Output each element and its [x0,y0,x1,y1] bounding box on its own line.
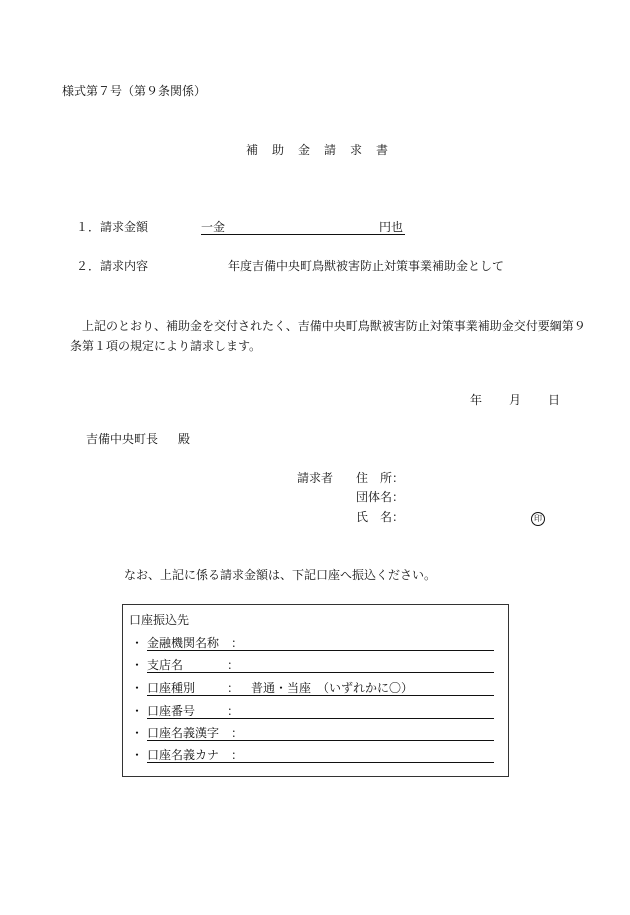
requester-address-label: 住 所： [356,471,405,485]
date-day: 日 [548,393,561,407]
bank-row-colon: ： [227,658,240,672]
addressee-name: 吉備中央町長 [86,432,159,446]
bullet: ・ [131,726,144,740]
addressee-honorific: 殿 [178,432,191,446]
amount-field [201,220,405,235]
bullet: ・ [131,681,144,695]
bank-row-colon: ： [227,704,240,718]
bank-row-line [147,681,494,696]
bank-row-colon: ： [227,681,240,695]
bank-row-label: 口座名義カナ [147,748,220,762]
amount-suffix: 円也 [378,220,403,234]
addressee [86,432,190,446]
bank-row-colon: ： [231,636,244,650]
date-month: 月 [509,393,522,407]
bank-row-line [147,704,494,719]
document-title: 補助金請求書 [246,143,403,157]
account-type-options: 普通・当座 （いずれかに〇） [251,681,414,695]
request-paragraph: 上記のとおり、補助金を交付されたく、吉備中央町鳥獣被害防止対策事業補助金交付要綱第９条第１項の規定により請求します。 [70,319,586,353]
bank-row-label: 口座番号 [147,704,196,718]
bank-row-line [147,636,494,651]
bullet: ・ [131,636,144,650]
bank-row-label: 金融機関名称 [147,636,220,650]
bank-row-holder-kanji [123,726,508,742]
bank-row-account-number [123,704,508,720]
bank-row-label: 口座種別 [147,681,196,695]
seal-mark [531,510,545,526]
bank-transfer-box [122,604,509,777]
bank-row-line [147,748,494,763]
item-content-value: 年度吉備中央町鳥獣被害防止対策事業補助金として [228,259,505,273]
requester-name-label: 氏 名： [356,510,405,524]
bullet: ・ [131,704,144,718]
bank-row-account-type [123,681,508,697]
bank-row-colon: ： [231,726,244,740]
form-number: 様式第７号（第９条関係） [62,84,207,98]
bank-row-holder-kana [123,748,508,764]
bank-row-colon: ： [231,748,244,762]
bank-row-line [147,726,494,741]
bank-row-label: 口座名義漢字 [147,726,220,740]
item-amount-label: １．請求金額 [76,220,149,234]
bank-row-institution [123,636,508,652]
seal-icon: 印 [531,512,545,526]
bullet: ・ [131,658,144,672]
amount-prefix: 一金 [201,220,226,234]
requester-label: 請求者 [297,471,334,485]
bank-row-line [147,658,494,673]
date-year: 年 [470,393,483,407]
bullet: ・ [131,748,144,762]
item-content-label: ２．請求内容 [76,259,149,273]
bank-row-label: 支店名 [147,658,184,672]
transfer-note: なお、上記に係る請求金額は、下記口座へ振込ください。 [124,568,437,582]
requester-organization-label: 団体名： [356,490,405,504]
bank-row-branch [123,658,508,674]
bank-box-title: 口座振込先 [129,613,190,627]
